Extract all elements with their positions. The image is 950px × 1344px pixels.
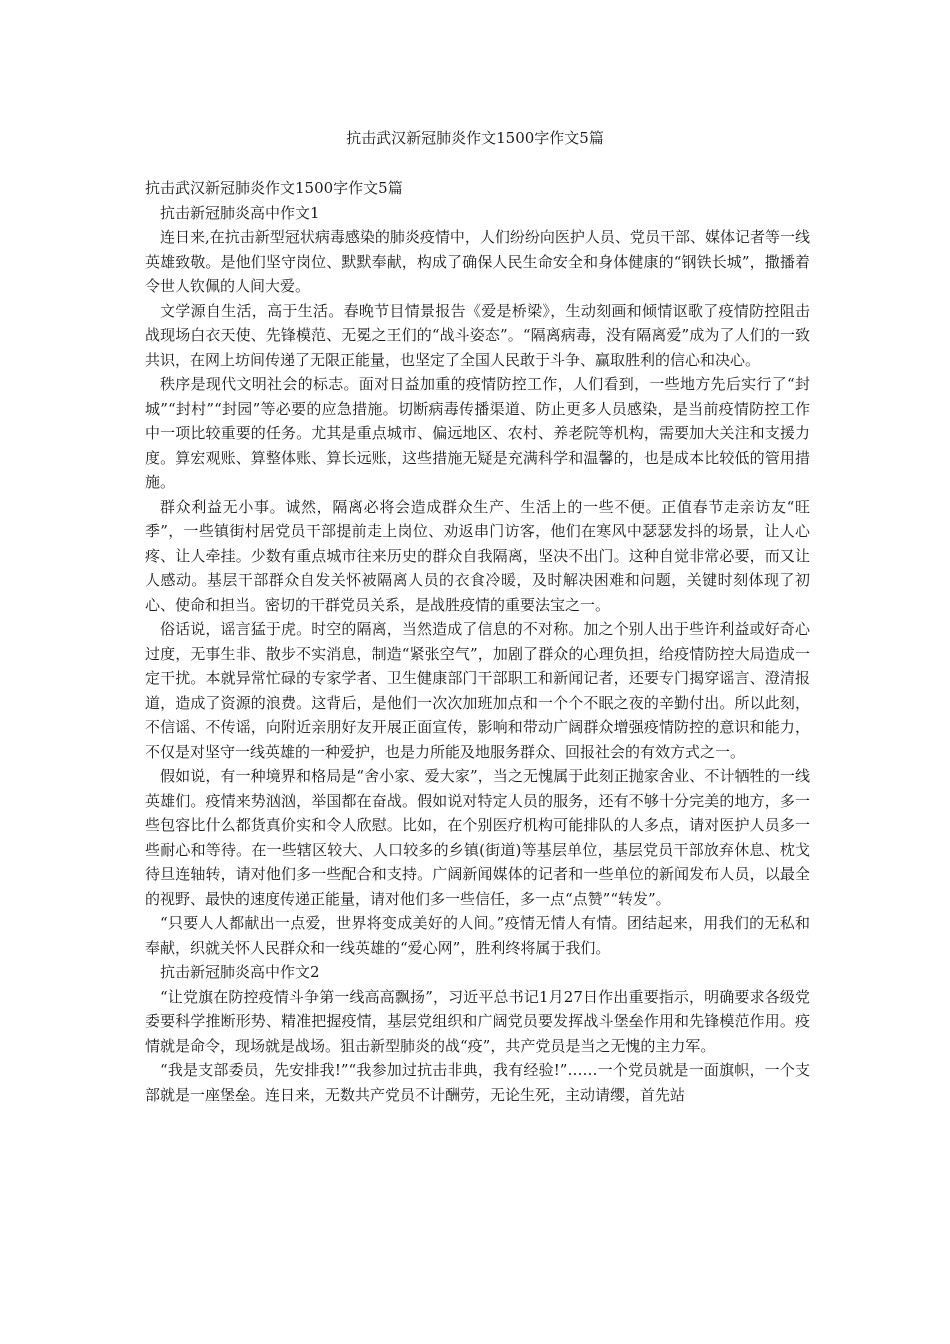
paragraph: “我是支部委员，先安排我!”“我参加过抗击非典，我有经验!”……一个党员就是一面旗帜，一个支部就是一座堡垒。连日来，无数共产党员不计酬劳，无论生死，主动请缨，首先站 — [145, 1061, 810, 1104]
document-title: 抗击武汉新冠肺炎作文1500字作文5篇 — [346, 129, 604, 147]
paragraph: “只要人人都献出一点爱，世界将变成美好的人间。”疫情无情人有情。团结起来，用我们的无私和奉献，织就关怀人民群众和一线英雄的“爱心网”，胜利终将属于我们。 — [145, 914, 810, 957]
section-heading: 抗击新冠肺炎高中作文1 — [160, 203, 320, 222]
paragraph: “让党旗在防控疫情斗争第一线高高飘扬”，习近平总书记1月27日作出重要指示，明确要求各级党委要科学推断形势、精准把握疫情，基层党组织和广阔党员要发挥战斗堡垒作用和先锋模范作用。疫情就是命令，现场就是战场。狙击新型肺炎的战“疫”，共产党员是当之无愧的主力军。 — [145, 987, 810, 1055]
document-subtitle: 抗击武汉新冠肺炎作文1500字作文5篇 — [145, 179, 403, 197]
paragraph: 假如说，有一种境界和格局是“舍小家、爱大家”，当之无愧属于此刻正抛家舍业、不计牺牲的一线英雄们。疫情来势汹汹，举国都在奋战。假如说对特定人员的服务，还有不够十分完美的地方，多一些包容比什么都货真价实和令人欣慰。比如，在个别医疗机构可能排队的人多点，请对医护人员多一些耐心和等待。在一些辖区较大、人口较多的乡镇(街道)等基层单位，基层党员干部放弃休息、枕戈待旦连轴转，请对他们多一些配合和支持。广阔新闻媒体的记者和一些单位的新闻发布人员，以最全的视野、最快的速度传递正能量，请对他们多一些信任，多一点“点赞”“转发”。 — [145, 767, 810, 908]
paragraph: 俗话说，谣言猛于虎。时空的隔离，当然造成了信息的不对称。加之个别人出于些许利益或好奇心过度，无事生非、散步不实消息，制造“紧张空气”，加剧了群众的心理负担，给疫情防控大局造成一定干扰。本就异常忙碌的专家学者、卫生健康部门干部职工和新闻记者，还要专门揭穿谣言、澄清报道，造成了资源的浪费。这背后，是他们一次次加班加点和一个个不眠之夜的辛勤付出。所以此刻，不信谣、不传谣，向附近亲朋好友开展正面宣传，影响和带动广阔群众增强疫情防控的意识和能力，不仅是对坚守一线英雄的一种爱护，也是力所能及地服务群众、回报社会的有效方式之一。 — [145, 620, 810, 761]
paragraph: 秩序是现代文明社会的标志。面对日益加重的疫情防控工作，人们看到，一些地方先后实行了“封城”“封村”“封园”等必要的应急措施。切断病毒传播渠道、防止更多人员感染，是当前疫情防控工作中一项比较重要的任务。尤其是重点城市、偏远地区、农村、养老院等机构，需要加大关注和支援力度。算宏观账、算整体账、算长远账，这些措施无疑是充满科学和温馨的，也是成本比较低的管用措施。 — [145, 375, 810, 491]
paragraph: 连日来,在抗击新型冠状病毒感染的肺炎疫情中，人们纷纷向医护人员、党员干部、媒体记者等一线英雄致敬。是他们坚守岗位、默默奉献，构成了确保人民生命安全和身体健康的“钢铁长城”，撒播着令世人钦佩的人间大爱。 — [145, 228, 810, 295]
document-body — [145, 176, 810, 1107]
section-heading: 抗击新冠肺炎高中作文2 — [160, 963, 320, 981]
paragraph: 群众利益无小事。诚然，隔离必将会造成群众生产、生活上的一些不便。正值春节走亲访友“旺季”，一些镇街村居党员干部提前走上岗位、劝返串门访客，他们在寒风中瑟瑟发抖的场景，让人心疼、让人牵挂。少数有重点城市往来历史的群众自我隔离，坚决不出门。这种自觉非常必要，而又让人感动。基层干部群众自发关怀被隔离人员的衣食冷暖，及时解决困难和问题，关键时刻体现了初心、使命和担当。密切的干群党员关系，是战胜疫情的重要法宝之一。 — [145, 497, 810, 614]
paragraph: 文学源自生活，高于生活。春晚节目情景报告《爱是桥梁》，生动刻画和倾情讴歌了疫情防控阻击战现场白衣天使、先锋模范、无冕之王们的“战斗姿态”。“隔离病毒，没有隔离爱”成为了人们的一致共识，在网上坊间传递了无限正能量，也坚定了全国人民敢于斗争、赢取胜利的信心和决心。 — [145, 301, 810, 369]
